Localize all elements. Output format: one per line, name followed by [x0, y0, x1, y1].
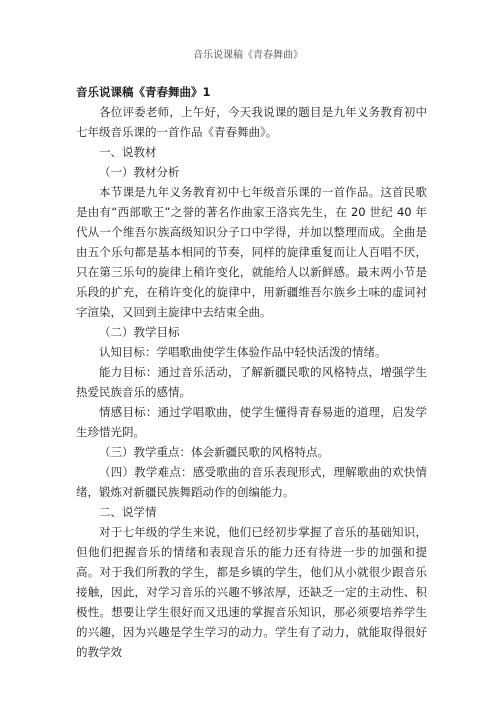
goal-ability: 能力目标：通过音乐活动，了解新疆民歌的风格特点，增强学生热爱民族音乐的感情。 [76, 365, 427, 399]
goal-cognitive: 认知目标：学唱歌曲使学生体验作品中轻快活泼的情绪。 [99, 345, 387, 359]
analysis-paragraph: 本节课是九年义务教育初中七年级音乐课的一首作品。这首民歌是由有“西部歌王”之誉的著名作曲家王洛宾先生，在 20 世纪 40 年代从一个维吾尔族高级知识分子口中学得，并加以整理而成。全曲是由五个乐句都是基本相同的节奏，同样的旋律重复而让人百唱不厌，只在第三乐句的旋律上稍许变化，就能给人以新鲜感。最末两小节是乐段的扩充，在稍许变化的旋律中，用新疆维吾尔族乡土味的虚词衬字渲染，又回到主旋律中去结束全曲。 [76, 185, 427, 319]
students-paragraph: 对于七年级的学生来说，他们已经初步掌握了音乐的基础知识，但他们把握音乐的情绪和表现音乐的能力还有待进一步的加强和提高。对于我们所教的学生，都是乡镇的学生，他们从小就很少跟音乐接触，因此，对学习音乐的兴趣不够浓厚，还缺乏一定的主动性、积极性。想要让学生很好而又迅速的掌握音乐知识，那必须要培养学生的兴趣，因为兴趣是学生学习的动力。学生有了动力，就能取得很好的教学效 [76, 525, 427, 659]
section-heading-students: 二、说学情 [99, 505, 157, 519]
intro-paragraph: 各位评委老师，上午好，今天我说课的题目是九年义务教育初中七年级音乐课的一首作品《青春舞曲》。 [76, 105, 427, 139]
document-body [76, 82, 427, 662]
goal-emotion: 情感目标：通过学唱歌曲，使学生懂得青春易逝的道理，启发学生珍惜光阴。 [76, 405, 427, 439]
section-heading-textbook: 一、说教材 [99, 145, 157, 159]
running-header: 音乐说课稿《青春舞曲》 [193, 50, 303, 61]
teaching-difficulty: （四）教学难点：感受歌曲的音乐表现形式，理解歌曲的欢快情绪，锻炼对新疆民族舞蹈动作的创编能力。 [76, 465, 427, 499]
subsection-heading-analysis: （一）教材分析 [99, 165, 180, 179]
subsection-heading-goals: （二）教学目标 [99, 325, 180, 339]
document-title: 音乐说课稿《青春舞曲》1 [76, 85, 211, 99]
teaching-focus: （三）教学重点：体会新疆民歌的风格特点。 [99, 445, 329, 459]
